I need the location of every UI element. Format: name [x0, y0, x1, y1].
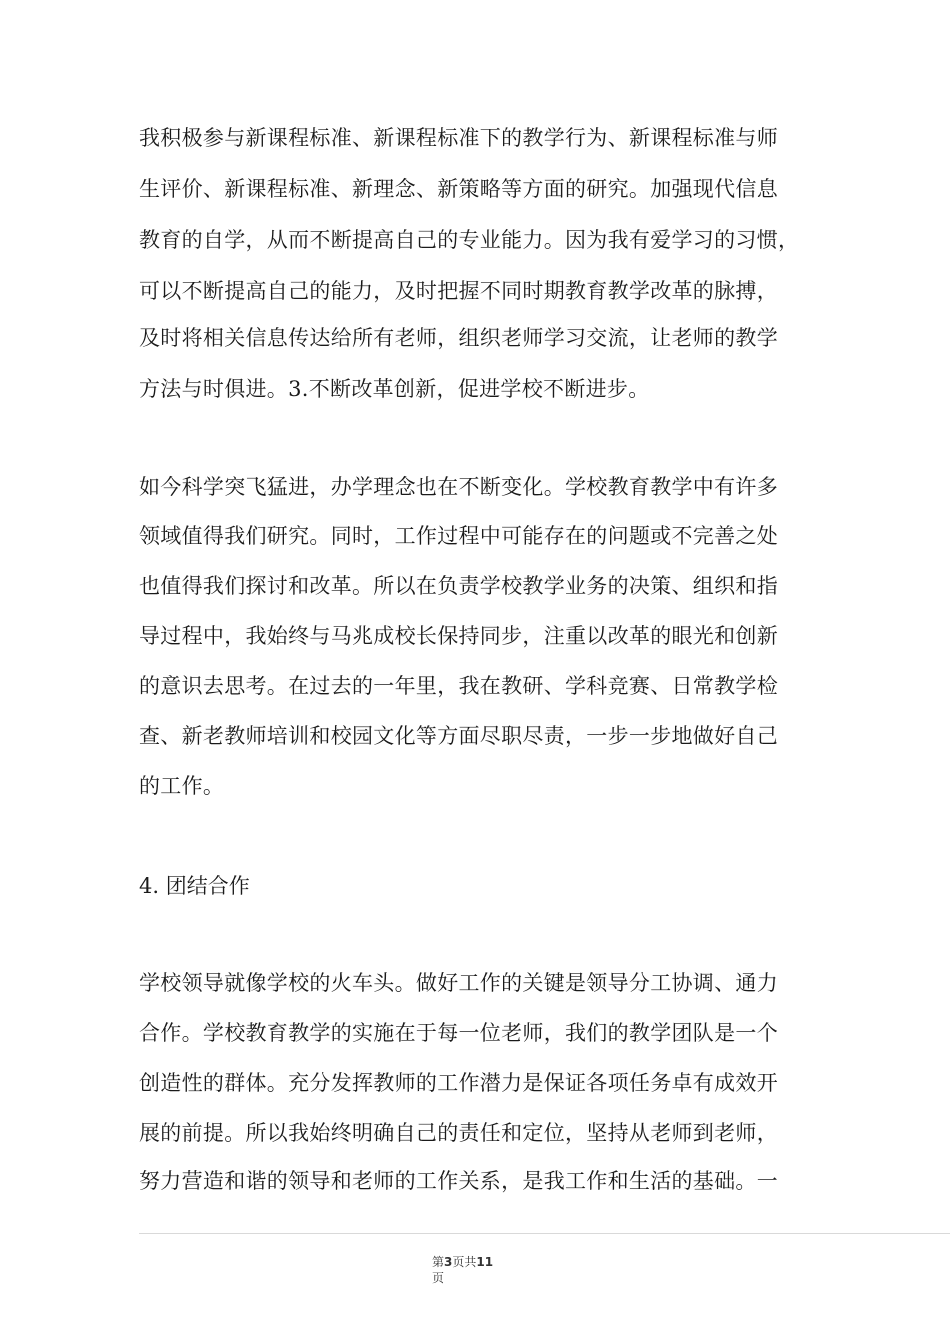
page-prefix: 第 — [432, 1255, 445, 1269]
page-middle: 页共 — [452, 1255, 477, 1269]
paragraph-line: 教育的自学，从而不断提高自己的专业能力。因为我有爱学习的习惯， — [139, 228, 800, 252]
paragraph-line: 也值得我们探讨和改革。所以在负责学校教学业务的决策、组织和指 — [139, 574, 778, 598]
paragraph-line: 努力营造和谐的领导和老师的工作关系，是我工作和生活的基础。一 — [139, 1169, 778, 1193]
current-page-number: 3 — [444, 1255, 453, 1269]
page-suffix: 页 — [432, 1271, 445, 1285]
paragraph-line: 的意识去思考。在过去的一年里，我在教研、学科竞赛、日常教学检 — [139, 674, 778, 698]
paragraph-line: 及时将相关信息传达给所有老师，组织老师学习交流，让老师的教学 — [139, 326, 778, 350]
paragraph-line: 导过程中，我始终与马兆成校长保持同步，注重以改革的眼光和创新 — [139, 624, 778, 648]
page-number-line — [432, 1254, 493, 1270]
paragraph-line: 合作。学校教育教学的实施在于每一位老师，我们的教学团队是一个 — [139, 1021, 778, 1045]
section-heading: 4. 团结合作 — [139, 874, 250, 898]
paragraph-line: 方法与时俱进。3.不断改革创新，促进学校不断进步。 — [139, 377, 650, 401]
footer-divider — [139, 1233, 950, 1234]
total-page-count: 11 — [476, 1255, 494, 1269]
paragraph-line: 的工作。 — [139, 774, 225, 798]
paragraph-line: 展的前提。所以我始终明确自己的责任和定位，坚持从老师到老师， — [139, 1121, 778, 1145]
paragraph-line: 查、新老教师培训和校园文化等方面尽职尽责，一步一步地做好自己 — [139, 724, 778, 748]
page-footer — [432, 1254, 493, 1286]
paragraph-line: 学校领导就像学校的火车头。做好工作的关键是领导分工协调、通力 — [139, 971, 778, 995]
paragraph-line: 创造性的群体。充分发挥教师的工作潜力是保证各项任务卓有成效开 — [139, 1071, 778, 1095]
paragraph-line: 领域值得我们研究。同时，工作过程中可能存在的问题或不完善之处 — [139, 524, 778, 548]
paragraph-line: 生评价、新课程标准、新理念、新策略等方面的研究。加强现代信息 — [139, 177, 778, 201]
paragraph-line: 如今科学突飞猛进，办学理念也在不断变化。学校教育教学中有许多 — [139, 475, 778, 499]
paragraph-line: 可以不断提高自己的能力，及时把握不同时期教育教学改革的脉搏， — [139, 279, 778, 303]
paragraph-line: 我积极参与新课程标准、新课程标准下的教学行为、新课程标准与师 — [139, 126, 778, 150]
